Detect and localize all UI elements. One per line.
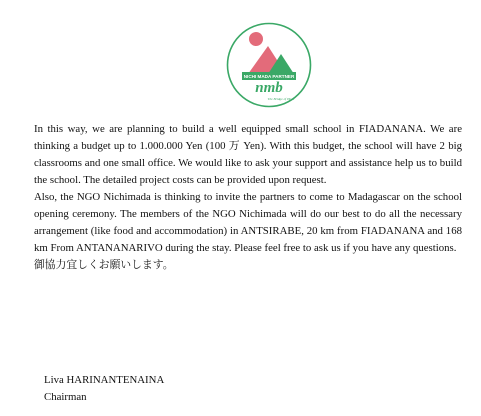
closing-japanese: 御協力宜しくお願いします。 — [34, 259, 174, 271]
logo-org-text: NICHI MADA PARTNER — [243, 74, 295, 80]
letter-body — [34, 121, 462, 274]
logo-mark-text: nmb — [255, 80, 283, 96]
logo-sun — [249, 32, 263, 46]
nmb-logo — [226, 22, 312, 108]
paragraph-budget: In this way, we are planning to build a well equipped small school in FIADANANA. We are thinking a budget up to 1.000.000 Yen (100 万 Yen). With this budget, the school will have 2 big classrooms and one small office. We would like to ask your support and assistance help us to build the school. The detailed project costs can be provided upon request. — [34, 123, 462, 186]
paragraph-invitation: Also, the NGO Nichimada is thinking to invite the partners to come to Madagascar on the school opening ceremony. The members of the NGO Nichimada will do our best to do all the necessary arrangement (like food and accommodation) in ANTSIRABE, 20 km from FIADANANA and 168 km From ANTANANARIVO during the stay. Please feel free to ask us if you have any questions. — [34, 191, 462, 254]
signatory-title: Chairman — [44, 391, 87, 403]
signatory-name: Liva HARINANTENAINA — [44, 374, 165, 386]
logo-tagline: The Bridge of Hope — [267, 97, 295, 101]
signature-block — [44, 372, 164, 406]
